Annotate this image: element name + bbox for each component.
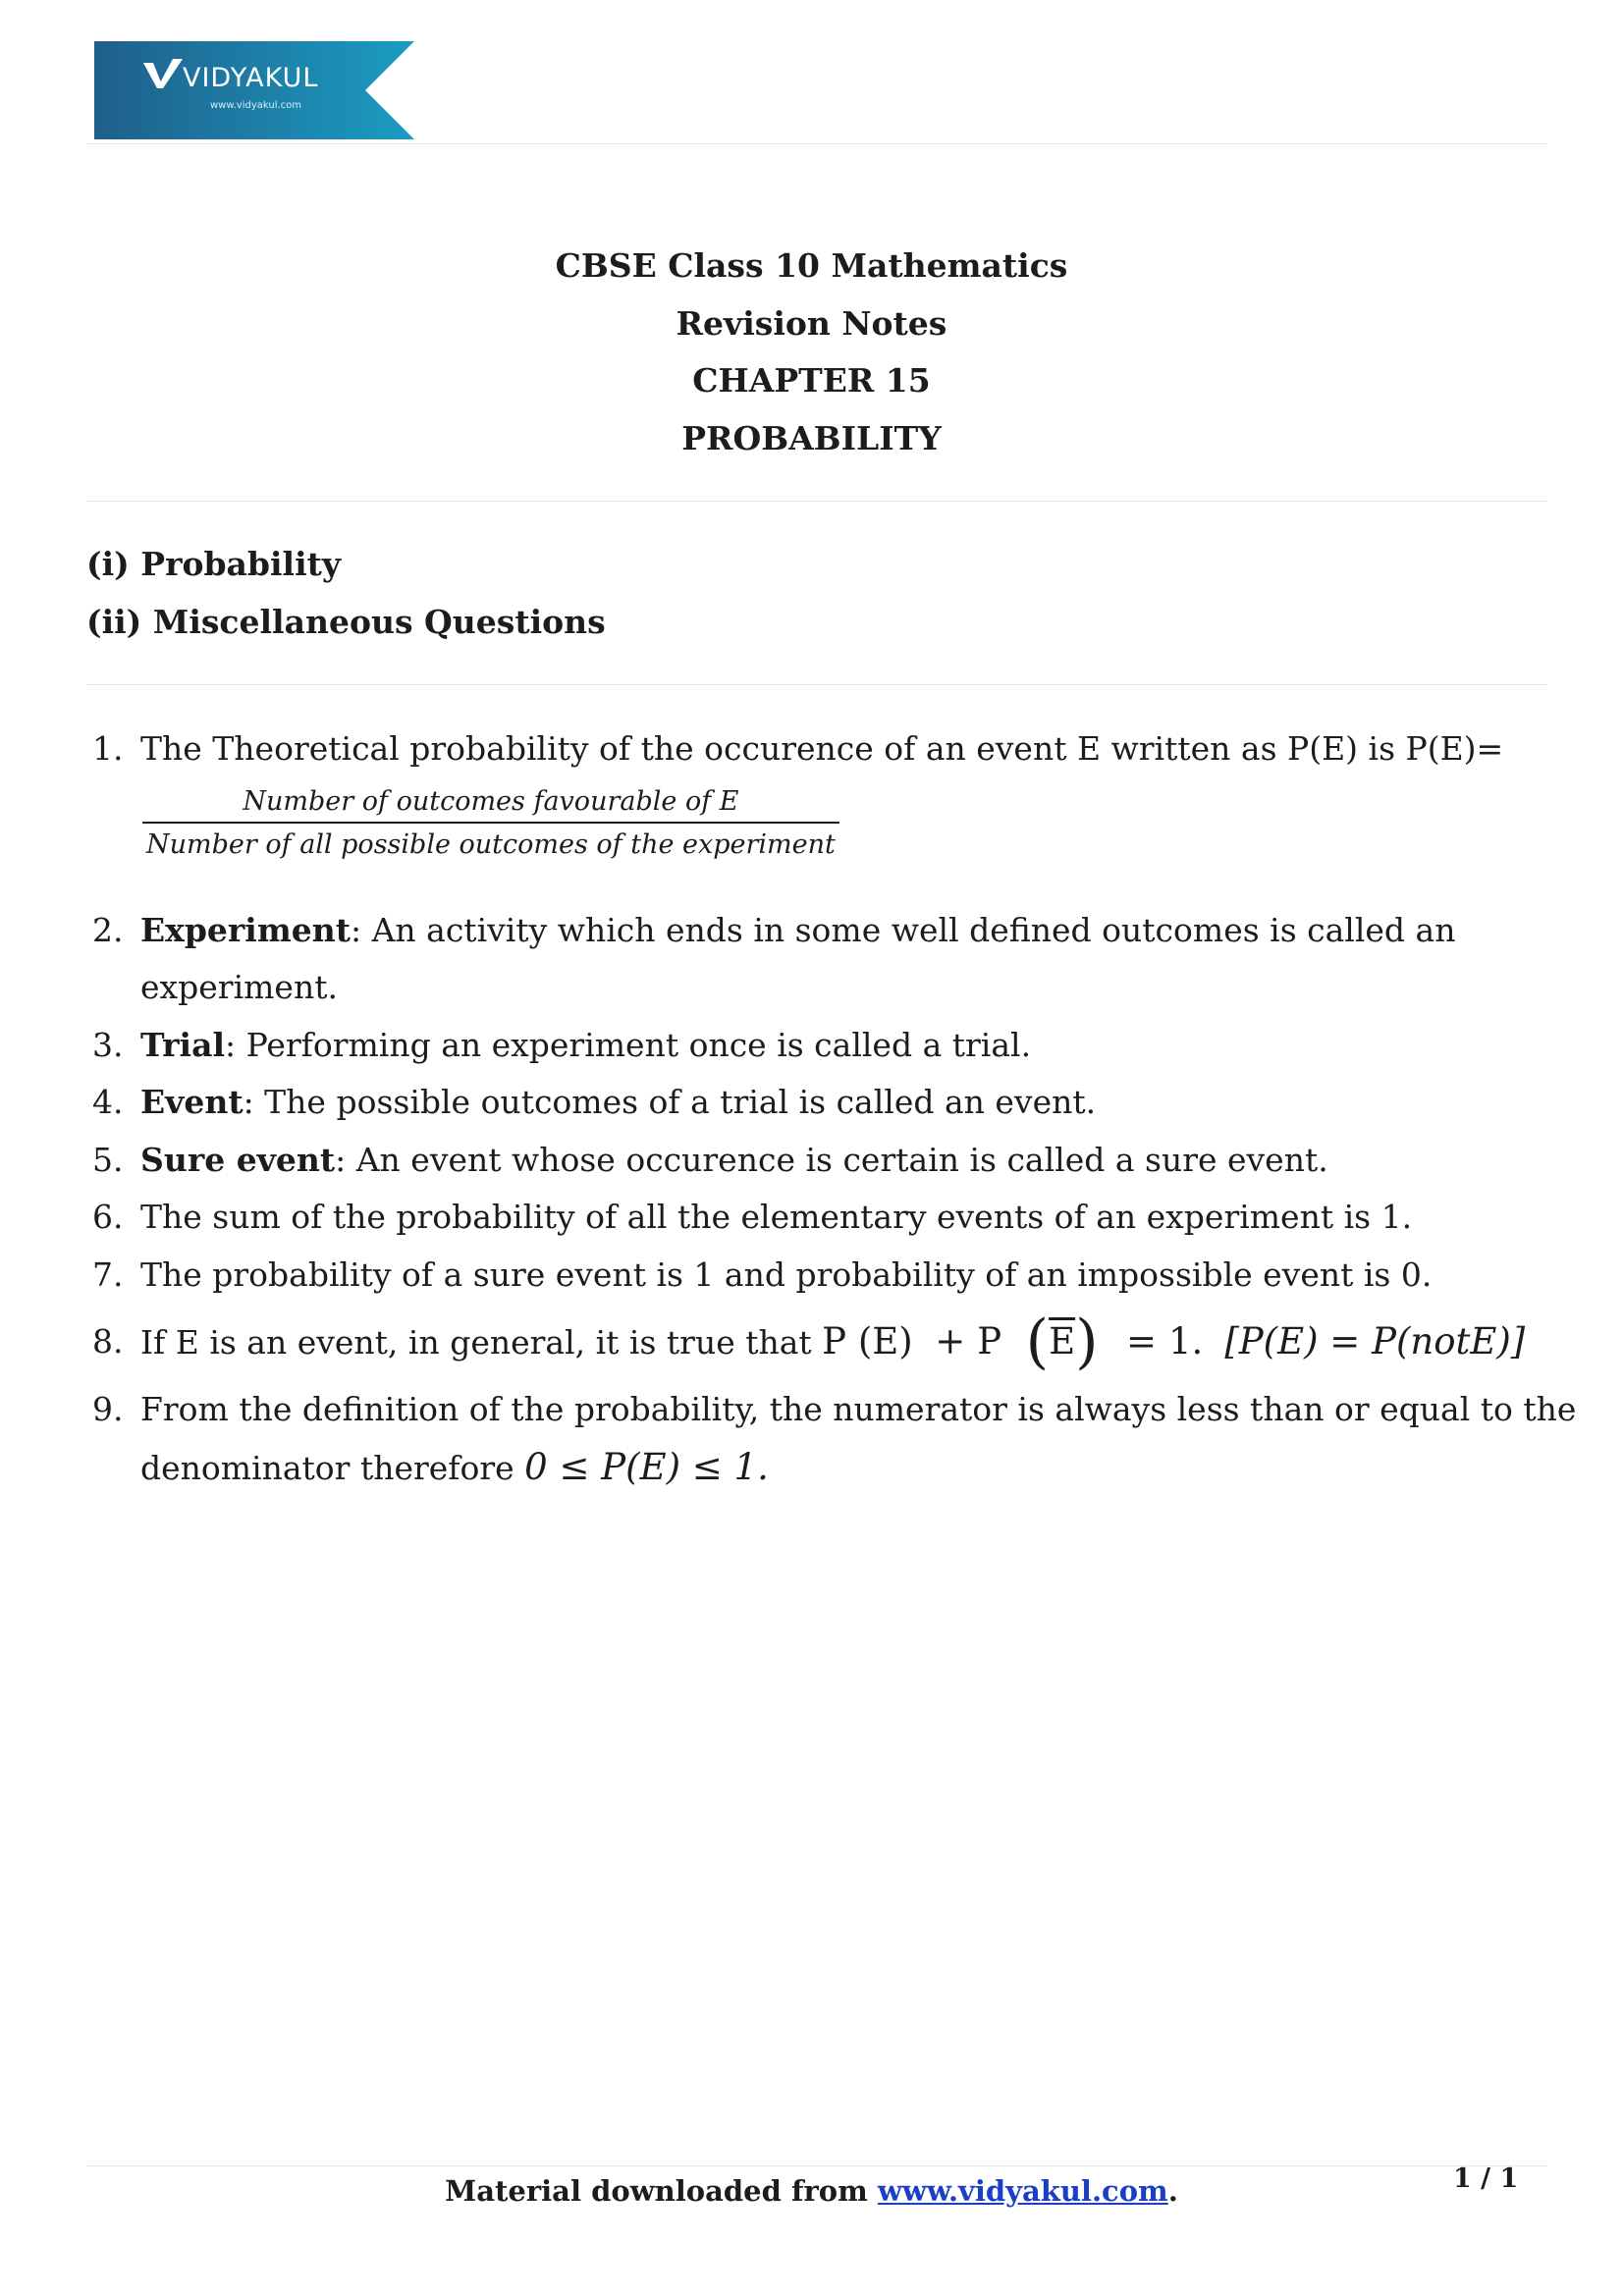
vidyakul-mark-icon bbox=[143, 59, 183, 90]
list-item bbox=[86, 1074, 1559, 1132]
title-block bbox=[0, 238, 1623, 467]
title-line-4: PROBABILITY bbox=[681, 418, 942, 457]
list-item bbox=[86, 1247, 1559, 1305]
probability-formula bbox=[140, 778, 1559, 902]
math-inequality: 0 ≤ P(E) ≤ 1. bbox=[524, 1445, 769, 1488]
open-paren-icon: ( bbox=[1025, 1308, 1050, 1376]
item-text: The sum of the probability of all the elementary events of an experiment is 1. bbox=[140, 1198, 1413, 1236]
footer bbox=[0, 2171, 1623, 2211]
footer-prefix: Material downloaded from bbox=[445, 2174, 878, 2208]
list-item bbox=[86, 1304, 1559, 1381]
item-number: 7. bbox=[92, 1255, 124, 1294]
item-number: 4. bbox=[92, 1083, 124, 1121]
fraction bbox=[142, 782, 839, 865]
footer-link[interactable]: www.vidyakul.com bbox=[877, 2174, 1168, 2208]
item-text: : An event whose occurence is certain is called a sure event. bbox=[335, 1140, 1328, 1179]
list-item bbox=[86, 1132, 1559, 1190]
title-line-2: Revision Notes bbox=[676, 303, 947, 343]
fraction-numerator: Number of outcomes favourable of E bbox=[243, 785, 739, 817]
list-item-continuation bbox=[86, 1439, 1559, 1498]
item-term: Event bbox=[140, 1083, 243, 1121]
topic-miscellaneous: (ii) Miscellaneous Questions bbox=[86, 602, 606, 641]
item-text: denominator therefore bbox=[140, 1448, 525, 1487]
item-number: 6. bbox=[92, 1198, 124, 1236]
item-text: From the definition of the probability, the numerator is always less than or equal to the bbox=[140, 1390, 1577, 1428]
topics-list bbox=[86, 536, 606, 651]
item-text: If E is an event, in general, it is true that bbox=[140, 1323, 823, 1362]
item-term: Experiment bbox=[140, 910, 351, 949]
title-line-1: CBSE Class 10 Mathematics bbox=[555, 246, 1068, 285]
math-one: 1. bbox=[1168, 1320, 1204, 1362]
list-item-continuation bbox=[86, 959, 1559, 1017]
list-item bbox=[86, 1189, 1559, 1247]
item-number: 5. bbox=[92, 1140, 124, 1179]
item-text: : Performing an experiment once is called a trial. bbox=[225, 1025, 1032, 1064]
math-p: P bbox=[977, 1320, 1002, 1362]
vidyakul-logo bbox=[94, 41, 414, 139]
list-item bbox=[86, 1381, 1577, 1439]
topics-divider bbox=[86, 684, 1547, 685]
item-text: : The possible outcomes of a trial is called an event. bbox=[243, 1083, 1097, 1121]
item-text: experiment. bbox=[140, 968, 338, 1006]
close-paren-icon: ) bbox=[1075, 1308, 1099, 1376]
fraction-denominator: Number of all possible outcomes of the experiment bbox=[142, 822, 839, 865]
logo-text: VIDYAKUL bbox=[183, 63, 319, 93]
item-term: Sure event bbox=[140, 1140, 336, 1179]
math-complement-note: [P(E) = P(notE)] bbox=[1224, 1320, 1526, 1362]
logo-url: www.vidyakul.com bbox=[210, 100, 302, 111]
notes-list bbox=[86, 721, 1577, 1497]
title-divider bbox=[86, 501, 1547, 502]
list-item bbox=[86, 1017, 1559, 1075]
math-p-of-e: P (E) bbox=[822, 1320, 913, 1362]
item-number: 1. bbox=[92, 729, 124, 768]
item-term: Trial bbox=[140, 1025, 225, 1064]
footer-divider bbox=[86, 2165, 1547, 2166]
math-equals: = bbox=[1126, 1320, 1158, 1362]
item-number: 2. bbox=[92, 910, 124, 949]
item-text: The probability of a sure event is 1 and probability of an impossible event is 0. bbox=[140, 1255, 1433, 1294]
item-text: : An activity which ends in some well defined outcomes is called an bbox=[350, 910, 1456, 949]
list-item bbox=[86, 902, 1559, 960]
list-item bbox=[86, 721, 1559, 778]
footer-suffix: . bbox=[1167, 2174, 1178, 2208]
math-e-complement: $\overline{E}$ bbox=[1049, 1320, 1076, 1362]
page-number: 1 / 1 bbox=[1453, 2163, 1519, 2194]
item-number: 8. bbox=[92, 1322, 124, 1361]
item-text: The Theoretical probability of the occurence of an event E written as P(E) is P(E)= bbox=[140, 729, 1504, 768]
item-number: 3. bbox=[92, 1025, 124, 1064]
item-number: 9. bbox=[92, 1390, 124, 1428]
title-line-3: CHAPTER 15 bbox=[692, 361, 931, 400]
math-plus: + bbox=[935, 1320, 966, 1362]
header-divider bbox=[86, 143, 1547, 144]
topic-probability: (i) Probability bbox=[86, 545, 342, 583]
